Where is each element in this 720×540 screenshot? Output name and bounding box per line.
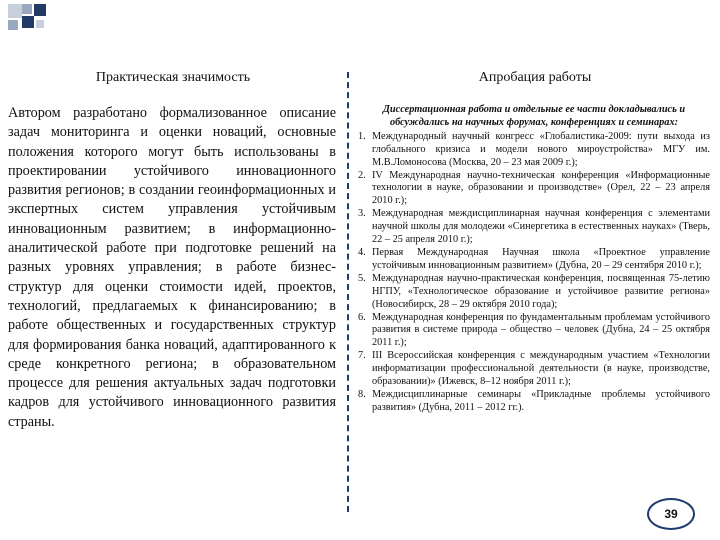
approbation-intro: Диссертационная работа и отдельные ее части докладывались и обсуждались на научных форумах, конференциях и семинарах:: [382, 104, 686, 128]
list-item-number: 5.: [358, 272, 366, 284]
list-item: [358, 350, 710, 389]
list-item-text: III Всероссийская конференция с международным участием «Технологии информатизации профессиональной деятельности (в науке, производстве, образовании)» (Ижевск, 8–12 ноября 2011 г.);: [372, 350, 710, 388]
list-item-text: Первая Международная Научная школа «Проектное управление устойчивым инновационным развитием» (Дубна, 20 – 29 сентября 2010 г.);: [372, 246, 710, 271]
list-item: [358, 247, 710, 273]
practical-significance-title: Практическая значимость: [95, 70, 251, 85]
practical-significance-text: Автором разработано формализованное описание задач мониторинга и оценки новаций, основные положения которого могут быть использованы в проектировании устойчивого инновационного развития регионов; в создании геоинформационных и экспертных систем управления устойчивым инновационным развитием; в информационно-аналитической работе при подготовке решений на разных уровнях управления; в работе бизнес-структур для оценки стоимости идей, проектов, технологий, предлагаемых к финансированию; в работе общественных и государственных структур для формирования банка новаций, адаптированного к среде конкретного региона; в образовательном процессе для решения актуальных задач подготовки кадров для устойчивого инновационного развития страны.: [8, 105, 336, 430]
column-divider: [347, 72, 349, 512]
list-item: [358, 170, 710, 209]
list-item: [358, 273, 710, 312]
conference-list: [358, 131, 710, 415]
decorative-squares-icon: [0, 0, 60, 40]
list-item-text: Международная междисциплинарная научная конференция с элементами научной школы для молодежи «Синергетика в естественных науках» (Тверь, 22 – 25 апреля 2010 г.);: [372, 208, 710, 246]
list-item-text: Международная конференция по фундаментальным проблемам устойчивого развития в системе природа – общество – человек (Дубна, 24 – 25 октября 2011 г.);: [372, 311, 710, 349]
page-number: 39: [664, 507, 678, 521]
list-item: [358, 312, 710, 351]
list-item-number: 2.: [358, 169, 366, 181]
list-item-text: IV Международная научно-техническая конференция «Информационные технологии в науке, образовании и производстве» (Орел, 22 – 23 апреля 2010 г.);: [372, 169, 710, 207]
approbation-title: Апробация работы: [478, 70, 592, 85]
list-item: [358, 208, 710, 247]
list-item-number: 7.: [358, 350, 366, 362]
list-item-number: 3.: [358, 208, 366, 220]
list-item-number: 1.: [358, 130, 366, 142]
list-item-number: 4.: [358, 246, 366, 258]
list-item: [358, 131, 710, 170]
list-item-text: Междисциплинарные семинары «Прикладные проблемы устойчивого развития» (Дубна, 2011 – 2012 гг.).: [372, 388, 710, 413]
list-item: [358, 389, 710, 415]
list-item-text: Международная научно-практическая конференция, посвященная 75-летию НГПУ, «Технологическое образование и устойчивое развитие региона» (Новосибирск, 28 – 29 октября 2010 года);: [372, 272, 710, 310]
approbation-section: [358, 104, 710, 415]
page-number-badge: [647, 498, 695, 530]
list-item-number: 6.: [358, 311, 366, 323]
list-item-number: 8.: [358, 388, 366, 400]
list-item-text: Международный научный конгресс «Глобалистика-2009: пути выхода из глобального кризиса и модели нового мироустройства» МГУ им. М.В.Ломоносова (Москва, 20 – 23 мая 2009 г.);: [372, 130, 710, 168]
